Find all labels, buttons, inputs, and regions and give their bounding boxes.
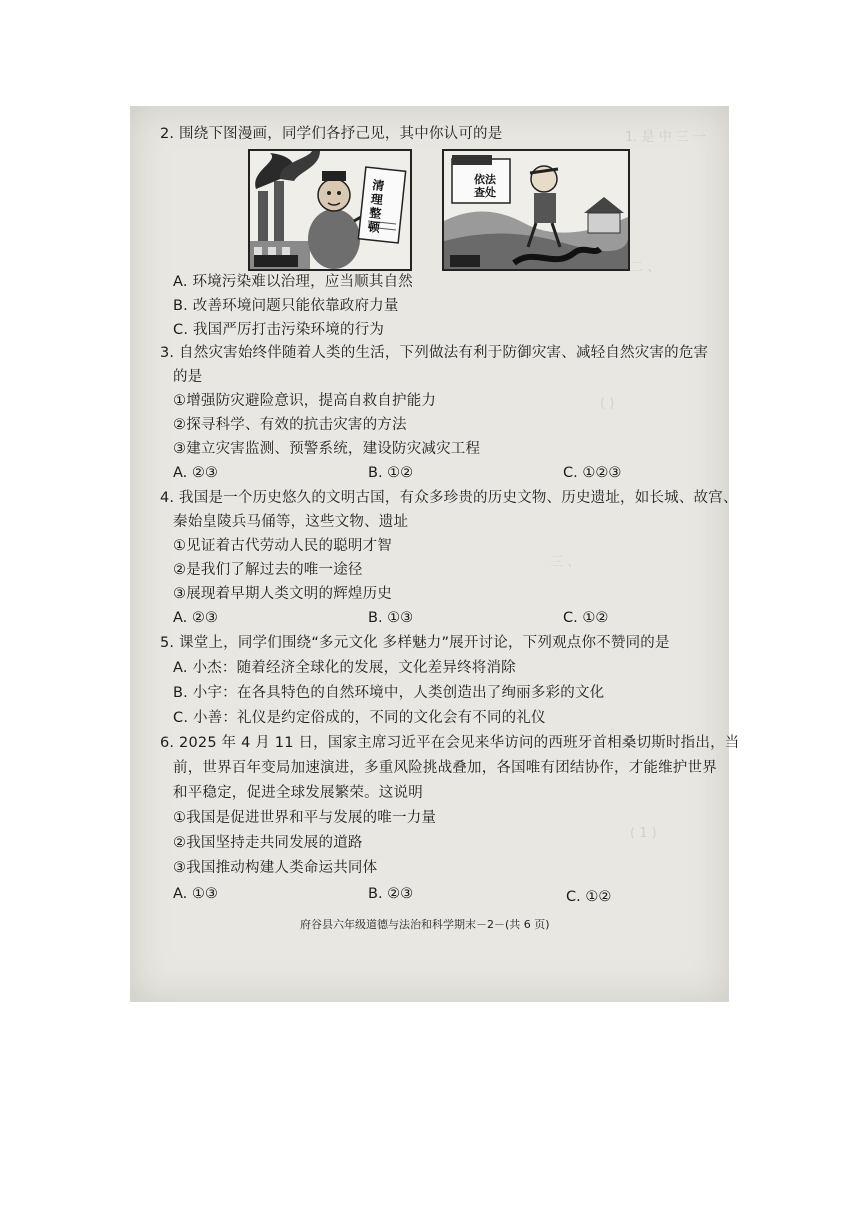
- question-6-choice-a: A. ①③: [173, 886, 218, 902]
- question-4-item-3: ③展现着早期人类文明的辉煌历史: [173, 586, 392, 602]
- question-6-stem-line3: 和平稳定，促进全球发展繁荣。这说明: [173, 785, 423, 801]
- question-3-stem-line1: 3. 自然灾害始终伴随着人类的生活，下列做法有利于防御灾害、减轻自然灾害的危害: [160, 345, 709, 361]
- bleed-through-text: 二 、: [630, 260, 661, 275]
- question-3-item-3: ③建立灾害监测、预警系统，建设防灾减灾工程: [173, 441, 481, 457]
- question-2-option-b: B. 改善环境问题只能依靠政府力量: [173, 298, 399, 314]
- cartoon-right-sign: [474, 173, 496, 199]
- cartoon-right-sign-line1: 依法: [474, 173, 496, 186]
- cartoon-right: [442, 149, 630, 271]
- question-6-item-1: ①我国是促进世界和平与发展的唯一力量: [173, 810, 437, 826]
- question-4-item-1: ①见证着古代劳动人民的聪明才智: [173, 538, 392, 554]
- question-5-option-a: A. 小杰：随着经济全球化的发展，文化差异终将消除: [173, 660, 516, 676]
- page-footer: 府谷县六年级道德与法治和科学期末－2－(共 6 页): [300, 918, 550, 931]
- question-3-item-1: ①增强防灾避险意识，提高自救自护能力: [173, 393, 437, 409]
- question-4-choice-b: B. ①③: [368, 610, 414, 626]
- cartoon-left: [248, 149, 412, 271]
- bleed-through-text: 。: [610, 720, 624, 735]
- question-6-choice-c: C. ①②: [566, 889, 612, 905]
- question-4-choice-a: A. ②③: [173, 610, 218, 626]
- bleed-through-text: ( 1 ): [630, 826, 657, 841]
- question-4-item-2: ②是我们了解过去的唯一途径: [173, 562, 363, 578]
- question-5-option-b: B. 小宇：在各具特色的自然环境中，人类创造出了绚丽多彩的文化: [173, 685, 605, 701]
- question-4-stem-line2: 秦始皇陵兵马俑等，这些文物、遗址: [173, 514, 409, 530]
- question-4-choice-c: C. ①②: [563, 610, 609, 626]
- cartoon-right-illustration: [444, 151, 628, 269]
- question-6-item-3: ③我国推动构建人类命运共同体: [173, 860, 378, 876]
- question-6-stem-line1: 6. 2025 年 4 月 11 日，国家主席习近平在会见来华访问的西班牙首相桑切斯时指出，当: [160, 735, 740, 751]
- question-4-stem-line1: 4. 我国是一个历史悠久的文明古国，有众多珍贵的历史文物、历史遗址，如长城、故宫、: [160, 490, 738, 506]
- question-5-option-c: C. 小善：礼仪是约定俗成的，不同的文化会有不同的礼仪: [173, 710, 546, 726]
- cartoon-right-sign-line2: 查处: [474, 186, 496, 199]
- question-2-option-c: C. 我国严厉打击污染环境的行为: [173, 322, 385, 338]
- question-6-choice-b: B. ②③: [368, 886, 414, 902]
- question-6-stem-line2: 前，世界百年变局加速演进，多重风险挑战叠加，各国唯有团结协作，才能维护世界: [173, 760, 717, 776]
- question-3-choice-b: B. ①②: [368, 465, 414, 481]
- cartoon-left-sign: 清理整顿: [367, 178, 385, 235]
- bleed-through-text: 1. 是 中 三 一: [625, 130, 706, 145]
- question-2-option-a: A. 环境污染难以治理，应当顺其自然: [173, 274, 413, 290]
- question-3-stem-line2: 的是: [173, 369, 203, 385]
- question-5-stem: 5. 课堂上，同学们围绕“多元文化 多样魅力”展开讨论，下列观点你不赞同的是: [160, 635, 670, 651]
- question-3-choice-a: A. ②③: [173, 465, 218, 481]
- question-6-item-2: ②我国坚持走共同发展的道路: [173, 835, 363, 851]
- bleed-through-text: ( ): [600, 396, 615, 411]
- question-3-item-2: ②探寻科学、有效的抗击灾害的方法: [173, 417, 407, 433]
- bleed-through-text: 三 、: [550, 555, 581, 570]
- question-3-choice-c: C. ①②③: [563, 465, 622, 481]
- question-2-stem: 2. 围绕下图漫画，同学们各抒己见，其中你认可的是: [160, 126, 503, 142]
